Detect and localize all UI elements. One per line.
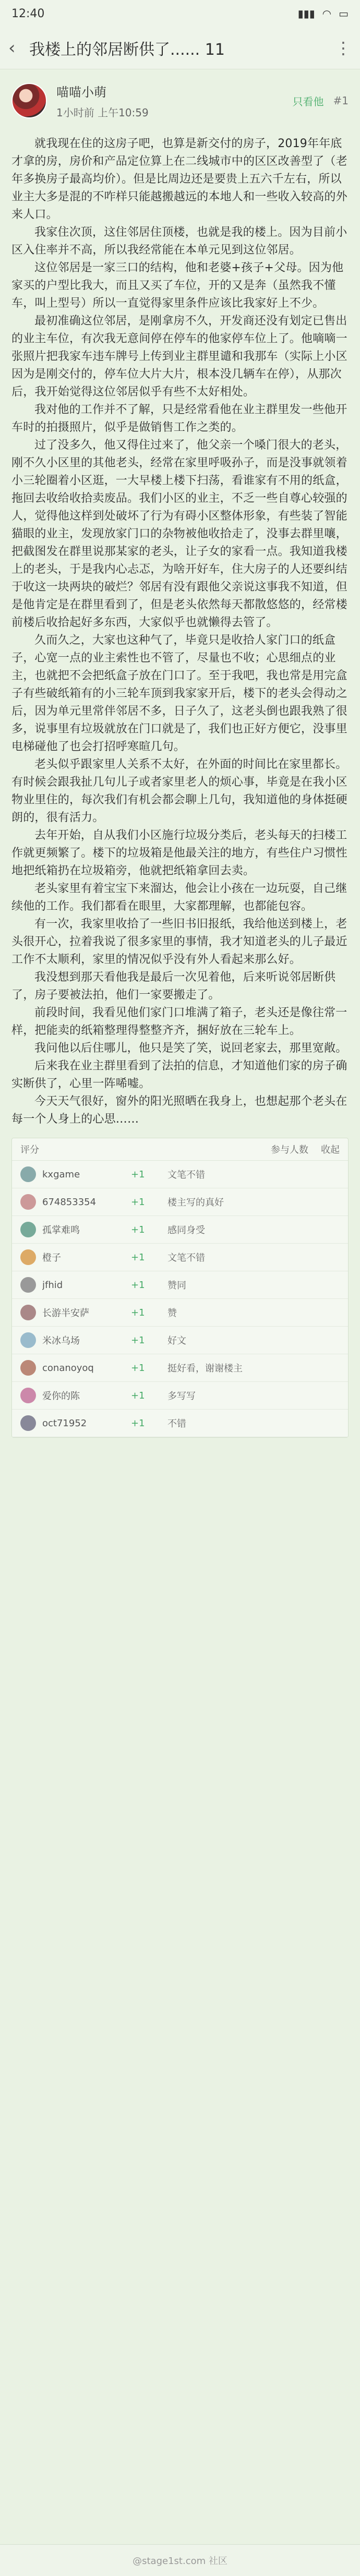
rating-score: +1 [131, 1169, 145, 1180]
rating-user[interactable]: 爱你的陈 [42, 1391, 80, 1402]
rating-header [12, 1138, 348, 1161]
paragraph: 我家住次顶，这住邻居住顶楼，也就是我的楼上。因为目前小区入住率并不高，所以我经常能在本单元见到这位邻居。 [11, 226, 347, 257]
user-avatar-icon[interactable] [20, 1166, 36, 1182]
rating-reason: 不错 [167, 1418, 186, 1429]
status-time: 12:40 [11, 7, 45, 20]
rating-reason: 文笔不错 [167, 1170, 205, 1181]
rating-reason: 感同身受 [167, 1225, 205, 1236]
rating-label: 评分 [20, 1145, 39, 1155]
rating-reason: 楼主写的真好 [167, 1197, 224, 1208]
rating-user[interactable]: oct71952 [42, 1417, 87, 1429]
user-avatar-icon[interactable] [20, 1277, 36, 1293]
rating-list [11, 1138, 349, 1438]
avatar[interactable] [11, 83, 47, 118]
collapse-link[interactable]: 收起 [321, 1145, 340, 1155]
author-name[interactable]: 喵喵小萌 [56, 85, 106, 100]
paragraph: 老头似乎跟家里人关系不太好，在外面的时间比在家里都长。有时候会跟我扯几句儿子或者家里老人的烦心事，毕竟是在我小区物业里住的，每次我们有机会都会聊上几句，我知道他的身体挺硬朗的，很有活力。 [11, 758, 347, 824]
paragraph: 我问他以后住哪儿，他只是笑了笑，说回老家去，那里宽敞。 [34, 1042, 347, 1055]
rating-score: +1 [131, 1251, 145, 1263]
rating-reason: 赞 [167, 1308, 177, 1319]
rating-score: +1 [131, 1334, 145, 1346]
rating-user[interactable]: 孤掌难鸣 [42, 1225, 80, 1236]
user-avatar-icon[interactable] [20, 1194, 36, 1210]
floor-number: #1 [333, 94, 349, 107]
paragraph: 我没想到那天看他我是最后一次见着他，后来听说邻居断供了，房子要被法拍，他们一家要搬走了。 [11, 971, 336, 1002]
rating-reason: 文笔不错 [167, 1253, 205, 1263]
paragraph: 我对他的工作并不了解，只是经常看他在业主群里发一些他开车时的拍摄照片，似乎是做销售工作之类的。 [11, 403, 347, 434]
rating-row [12, 1216, 348, 1244]
paragraph: 这位邻居是一家三口的结构，他和老婆+孩子+父母。因为他家买的户型比我大，而且又买了车位，开的又是奔（虽然我不懂车，叫上型号）所以一直觉得家里条件应该比我家好上不少。 [11, 261, 344, 310]
rating-row [12, 1188, 348, 1216]
status-bar [0, 0, 360, 27]
paragraph: 有一次，我家里收拾了一些旧书旧报纸，我给他送到楼上，老头很开心，拉着我说了很多家里的事情，我才知道老头的儿子最近工作不太顺利，家里的情况似乎没有外人看起来那么好。 [11, 918, 347, 966]
user-avatar-icon[interactable] [20, 1332, 36, 1348]
author-meta [56, 82, 283, 119]
rating-user[interactable]: kxgame [42, 1169, 80, 1180]
signal-icon: ▮▮▮ [297, 7, 315, 20]
user-avatar-icon[interactable] [20, 1360, 36, 1376]
post-content [0, 132, 360, 1128]
top-bar [0, 27, 360, 69]
rating-reason: 赞同 [167, 1280, 186, 1291]
rating-rows [12, 1161, 348, 1437]
watermark-bar [0, 2544, 360, 2576]
rating-user[interactable]: 长游半安萨 [42, 1308, 89, 1319]
rating-user[interactable]: 橙子 [42, 1253, 61, 1263]
paragraph: 前段时间，我看见他们家门口堆满了箱子，老头还是像往常一样，把能卖的纸箱整理得整整齐齐，捆好放在三轮车上。 [11, 1006, 347, 1037]
rating-reason: 多写写 [167, 1391, 196, 1402]
rating-row [12, 1161, 348, 1188]
rating-score: +1 [131, 1279, 145, 1291]
rating-user[interactable]: 674853354 [42, 1196, 97, 1208]
rating-user[interactable]: 米冰乌场 [42, 1335, 80, 1346]
rating-user[interactable]: conanoyoq [42, 1362, 94, 1374]
wifi-icon: ◠ [322, 7, 332, 20]
user-avatar-icon[interactable] [20, 1249, 36, 1265]
rating-reason: 挺好看，谢谢楼主 [167, 1363, 243, 1374]
paragraph: 今天天气很好，窗外的阳光照晒在我身上，也想起那个老头在每一个人身上的心思…… [11, 1095, 347, 1126]
participants-label: 参与人数 [271, 1145, 308, 1155]
rating-row [12, 1354, 348, 1382]
paragraph: 过了没多久，他又得住过来了，他父亲一个嗓门很大的老头，刚不久小区里的其他老头，经常在家里呼吸孙子，而是没事就领着小三轮圈着小区逛，一大早楼上楼下扫荡，看谁家有不用的纸盒，拖回去收给收拾卖废品。我们小区的业主，不乏一些自尊心较强的人，觉得他这样到处破坏了行为有碍小区整体形象，有些装了智能猫眼的业主，发现放家门口的杂物被他收拾走了，没事去群里嚷，把截图发在群里说那某家的老头，让子女的家看一点。我知道我楼上的老头，于是我内心忐忑，为啥开好车，住大房子的人还要纠结于收这一块两块的破烂？邻居有没有跟他父亲说这事我不知道，但是他肯定是在群里看到了，但是老头依然每天都散悠悠的，经常楼前楼后收拾起好多东西，大家似乎也就懒得去管了。 [11, 439, 347, 629]
author-row [0, 69, 360, 132]
rating-row [12, 1382, 348, 1410]
rating-row [12, 1299, 348, 1327]
rating-score: +1 [131, 1390, 145, 1401]
more-icon[interactable]: ⋮ [335, 38, 352, 58]
rating-score: +1 [131, 1417, 145, 1429]
post-time: 1小时前 上午10:59 [56, 106, 149, 119]
back-icon[interactable]: ‹ [8, 38, 16, 58]
rating-row [12, 1410, 348, 1437]
rating-user[interactable]: jfhid [42, 1279, 63, 1291]
rating-row [12, 1271, 348, 1299]
rating-score: +1 [131, 1196, 145, 1208]
paragraph: 去年开始，自从我们小区施行垃圾分类后，老头每天的扫楼工作就更频繁了。楼下的垃圾箱是他最关注的地方，有些住户习惯性地把纸箱扔在垃圾箱旁，他就把纸箱拿回去卖。 [11, 829, 347, 877]
battery-icon: ▭ [339, 7, 349, 20]
rating-reason: 好文 [167, 1335, 186, 1346]
only-author-link[interactable]: 只看他 [292, 95, 324, 108]
thread-title: 我楼上的邻居断供了...... 11 [29, 41, 225, 59]
user-avatar-icon[interactable] [20, 1388, 36, 1403]
user-avatar-icon[interactable] [20, 1305, 36, 1320]
author-actions [293, 93, 349, 109]
rating-score: +1 [131, 1224, 145, 1235]
watermark-text: @stage1st.com 社区 [133, 2556, 227, 2567]
paragraph: 老头家里有着宝宝下来溜达，他会让小孩在一边玩耍，自己继续他的工作。我们都看在眼里，大家都理解，也都能包容。 [11, 882, 347, 913]
user-avatar-icon[interactable] [20, 1415, 36, 1431]
paragraph: 就我现在住的这房子吧，也算是新交付的房子，2019年年底才拿的房，房价和产品定位算上在二线城市中的区区改善型了（老年多换房子最高均价）。但是比周边还是要贵上五六千左右，所以业主大多是混的不咋样只能越搬越远的本地人和一些收入较高的外来人口。 [11, 137, 347, 221]
rating-score: +1 [131, 1307, 145, 1318]
paragraph: 久而久之，大家也这种气了，毕竟只是收拾人家门口的纸盒子，心宽一点的业主索性也不管了，尽量也不收；心思细点的业主，也就把不会把纸盒子放在门口了。至于我吧，我也常是用完盒子有些破纸箱有的小三轮车顶到我家家开后，楼下的老头会得动之后，因为单元里常伴邻居不多，日子久了，这老头倒也跟我熟了很多，说事里有垃圾就放在门口就是了，我们也正好方便它，没事里电梯碰他了也会打招呼寒暄几句。 [11, 634, 347, 753]
paragraph: 后来我在业主群里看到了法拍的信息，才知道他们家的房子确实断供了，心里一阵唏嘘。 [11, 1060, 347, 1090]
status-icons [298, 7, 349, 20]
rating-row [12, 1244, 348, 1271]
rating-row [12, 1327, 348, 1354]
rating-header-right [271, 1142, 340, 1156]
rating-score: +1 [131, 1362, 145, 1374]
user-avatar-icon[interactable] [20, 1222, 36, 1237]
paragraph: 最初准确这位邻居，是刚拿房不久，开发商还没有划定已售出的业主车位，有次我无意间停在停车的他家停车位上了。他嘀嘀一张照片把我家车违车牌号上传到业主群里谴和我那车（实际上小区因为是刚交付的，停车位大片大片，根本没几辆车在停），从那次后，我开始觉得这位邻居似乎有些不太好相处。 [11, 315, 347, 399]
